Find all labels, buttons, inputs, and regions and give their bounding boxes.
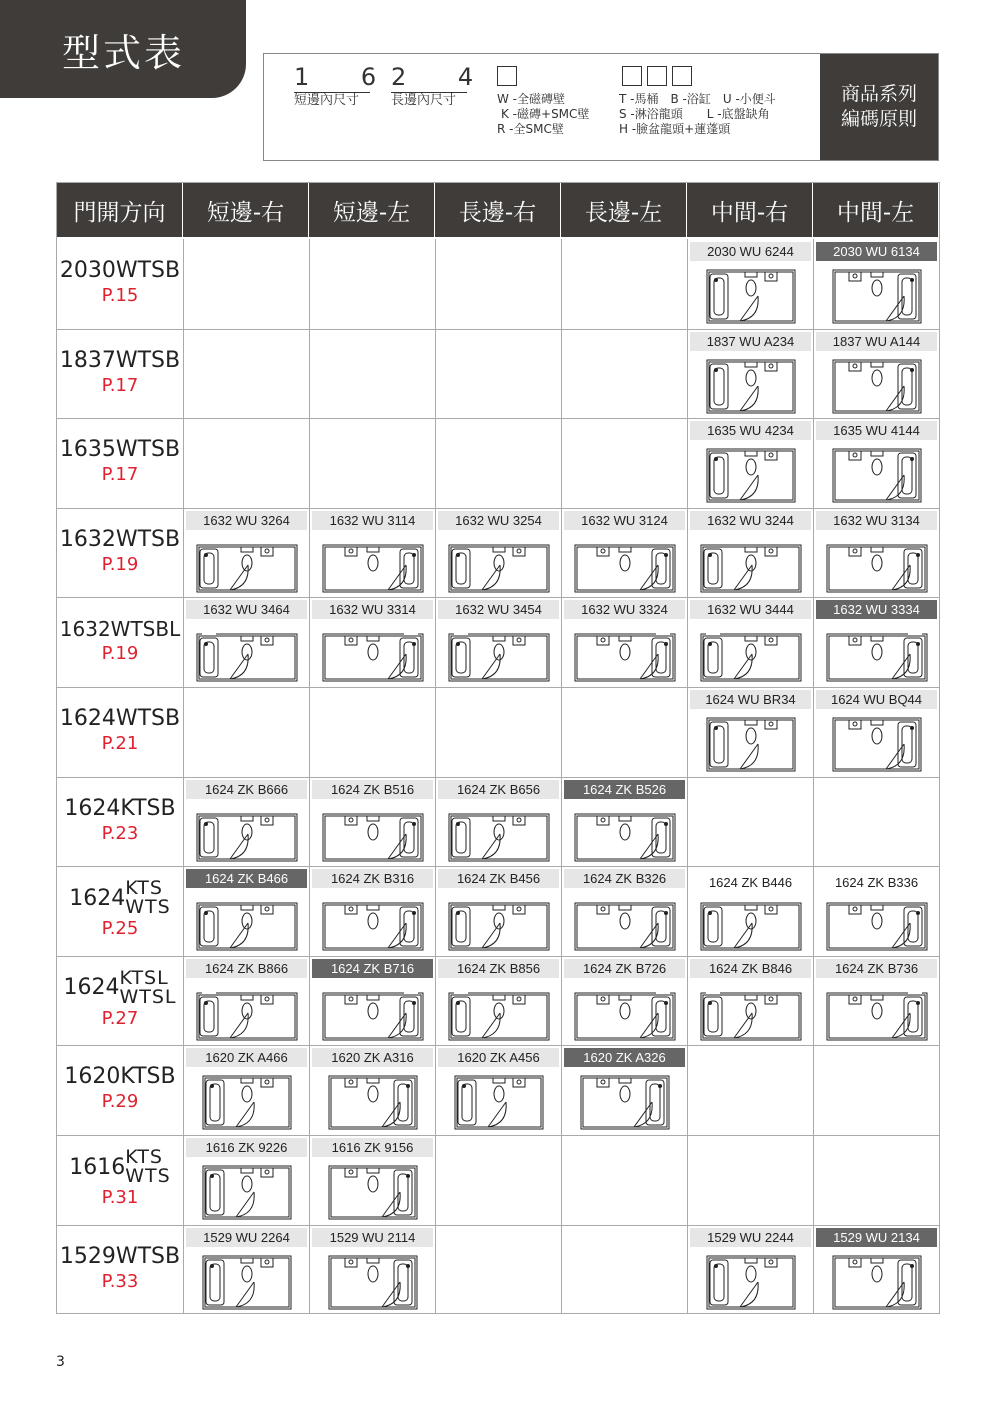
column-header: 長邊-左 (561, 183, 687, 237)
row-model-label (57, 239, 183, 327)
model-code-label: 2030 WU 6244 (690, 242, 811, 261)
row-model-label (57, 1135, 183, 1223)
layout-cell[interactable] (814, 240, 939, 329)
layout-cell[interactable] (814, 1226, 939, 1315)
column-header: 門開方向 (57, 183, 183, 237)
bathroom-floor-plan-icon (700, 899, 802, 951)
layout-cell[interactable] (688, 598, 813, 687)
row-model-label (57, 597, 183, 685)
bathroom-floor-plan-icon (832, 445, 922, 503)
page-reference: P.23 (101, 822, 139, 844)
page-reference: P.19 (101, 553, 139, 575)
model-code-label: 1624 ZK B456 (438, 869, 559, 888)
model-name: 1529WTSB (59, 1243, 181, 1269)
model-code-label: 1632 WU 3264 (186, 511, 307, 530)
layout-cell[interactable] (184, 509, 309, 598)
layout-cell[interactable] (184, 957, 309, 1046)
bathroom-floor-plan-icon (322, 989, 424, 1041)
page-reference: P.15 (101, 285, 139, 306)
model-code-label: 1620 ZK A326 (564, 1048, 685, 1067)
layout-cell[interactable] (436, 1046, 561, 1135)
model-code-label: 1529 WU 2114 (312, 1228, 433, 1247)
model-code-label: 1837 WU A234 (690, 332, 811, 351)
model-variant-bottom: WTSL (119, 985, 177, 1008)
bathroom-floor-plan-icon (448, 630, 550, 682)
bathroom-floor-plan-icon (826, 989, 928, 1041)
layout-cell[interactable] (310, 509, 435, 598)
bathroom-floor-plan-icon (832, 356, 922, 414)
column-header: 中間-左 (813, 183, 939, 237)
model-code-label: 1632 WU 3114 (312, 511, 433, 530)
model-code-label: 1624 ZK B326 (564, 869, 685, 888)
bathroom-floor-plan-icon (574, 989, 676, 1041)
bathroom-floor-plan-icon (454, 1072, 544, 1130)
layout-cell[interactable] (562, 867, 687, 956)
layout-cell[interactable] (688, 330, 813, 419)
model-code-label: 1620 ZK A466 (186, 1048, 307, 1067)
bathroom-floor-plan-icon (448, 899, 550, 951)
model-code-label: 1624 ZK B846 (690, 959, 811, 978)
model-variant-top: KTS (125, 877, 163, 900)
layout-cell[interactable] (184, 1136, 309, 1225)
page-reference: P.25 (101, 918, 139, 940)
bathroom-floor-plan-icon (574, 810, 676, 862)
bathroom-floor-plan-icon (700, 630, 802, 682)
layout-cell[interactable] (814, 509, 939, 598)
model-code-label: 1624 ZK B466 (186, 869, 307, 888)
layout-cell[interactable] (184, 778, 309, 867)
page-reference: P.27 (101, 1007, 139, 1029)
model-code-label: 1632 WU 3314 (312, 600, 433, 619)
row-model-label (57, 687, 183, 775)
fixture-options-line: H -臉盆龍頭+蓮蓬頭 (619, 122, 731, 136)
model-code-label: 1632 WU 3444 (690, 600, 811, 619)
fixture-group (619, 66, 776, 137)
layout-cell[interactable] (814, 419, 939, 508)
bathroom-floor-plan-icon (448, 810, 550, 862)
model-name (69, 1148, 170, 1186)
model-name: 1624WTSB (59, 706, 181, 731)
model-code-label: 1624 ZK B656 (438, 780, 559, 799)
model-code-label: 1616 ZK 9156 (312, 1138, 433, 1157)
page-reference: P.33 (101, 1270, 139, 1292)
layout-cell[interactable] (562, 1046, 687, 1135)
layout-cell[interactable] (310, 867, 435, 956)
model-name (69, 879, 170, 917)
bathroom-floor-plan-icon (700, 541, 802, 593)
layout-cell[interactable] (184, 598, 309, 687)
model-code-label: 1632 WU 3244 (690, 511, 811, 530)
model-code-label: 1624 ZK B666 (186, 780, 307, 799)
model-name (63, 966, 177, 1008)
layout-cell[interactable] (436, 778, 561, 867)
layout-cell[interactable] (436, 598, 561, 687)
fixture-options-line: S -淋浴龍頭 L -底盤缺角 (619, 107, 770, 121)
model-code-label: 1624 ZK B726 (564, 959, 685, 978)
bathroom-floor-plan-icon (832, 266, 922, 324)
row-model-label (57, 866, 183, 954)
model-prefix: 1624 (63, 975, 120, 1001)
model-name: 1837WTSB (59, 347, 181, 373)
model-code-label: 1624 ZK B866 (186, 959, 307, 978)
layout-cell[interactable] (814, 330, 939, 419)
layout-cell[interactable] (184, 867, 309, 956)
wall-option: K -磁磚+SMC壁 (501, 107, 590, 121)
page-reference: P.17 (101, 374, 139, 396)
short-digits: 1 6 (294, 63, 399, 91)
model-code-label: 1632 WU 3324 (564, 600, 685, 619)
model-prefix: 1616 (69, 1154, 126, 1180)
layout-cell[interactable] (814, 957, 939, 1046)
short-side-group (294, 64, 398, 108)
code-rule-box (263, 53, 939, 161)
model-variant-top: KTSL (119, 966, 169, 989)
fixture-code-box (647, 66, 667, 86)
model-code-label: 1624 WU BQ44 (816, 690, 937, 709)
fixture-options-line: T -馬桶 B -浴缸 U -小便斗 (619, 92, 776, 106)
model-code-label: 1624 ZK B336 (834, 875, 919, 891)
bathroom-floor-plan-icon (196, 630, 298, 682)
row-model-label (57, 777, 183, 865)
bathroom-floor-plan-icon (700, 989, 802, 1041)
code-rule-label-line: 編碼原則 (840, 108, 917, 130)
row-model-label (57, 956, 183, 1044)
page-reference: P.31 (101, 1187, 139, 1208)
model-name: 1632WTSB (59, 526, 181, 552)
layout-cell[interactable] (562, 598, 687, 687)
model-variants (125, 1148, 170, 1186)
layout-cell[interactable] (688, 509, 813, 598)
bathroom-floor-plan-icon (202, 1162, 292, 1220)
bathroom-floor-plan-icon (322, 541, 424, 593)
bathroom-floor-plan-icon (580, 1072, 670, 1130)
bathroom-floor-plan-icon (322, 630, 424, 682)
bathroom-floor-plan-icon (196, 810, 298, 862)
wall-code-box (497, 66, 517, 86)
bathroom-floor-plan-icon (196, 989, 298, 1041)
model-code-label: 1632 WU 3464 (186, 600, 307, 619)
model-code-label: 1620 ZK A316 (312, 1048, 433, 1067)
row-model-label (57, 329, 183, 417)
model-variants (125, 879, 170, 917)
bathroom-floor-plan-icon (826, 630, 928, 682)
bathroom-floor-plan-icon (202, 1072, 292, 1130)
short-side-label: 短邊內尺寸 (294, 93, 360, 108)
model-table (56, 182, 940, 1314)
layout-cell[interactable] (436, 957, 561, 1046)
bathroom-floor-plan-icon (322, 899, 424, 951)
model-code-label: 2030 WU 6134 (816, 242, 937, 261)
page-reference: P.17 (101, 464, 139, 486)
row-model-label (57, 508, 183, 596)
model-code-label: 1632 WU 3454 (438, 600, 559, 619)
long-side-group (391, 64, 495, 108)
model-code-label: 1837 WU A144 (816, 332, 937, 351)
column-header: 短邊-右 (183, 183, 309, 237)
model-code-label: 1632 WU 3134 (816, 511, 937, 530)
layout-cell[interactable] (814, 688, 939, 777)
layout-cell[interactable] (562, 778, 687, 867)
model-code-label: 1624 WU BR34 (690, 690, 811, 709)
title-tab (0, 0, 246, 98)
layout-cell[interactable] (310, 1046, 435, 1135)
model-code-label: 1529 WU 2134 (816, 1228, 937, 1247)
bathroom-floor-plan-icon (328, 1162, 418, 1220)
bathroom-floor-plan-icon (706, 714, 796, 772)
code-rule-label-line: 商品系列 (840, 83, 917, 105)
layout-cell[interactable] (184, 1046, 309, 1135)
layout-cell[interactable] (688, 688, 813, 777)
bathroom-floor-plan-icon (706, 356, 796, 414)
model-code-label: 1624 ZK B856 (438, 959, 559, 978)
layout-cell[interactable] (688, 1226, 813, 1315)
column-header: 中間-右 (687, 183, 813, 237)
model-variant-bottom: WTS (125, 896, 171, 919)
bathroom-floor-plan-icon (706, 1252, 796, 1310)
page-title: 型式表 (62, 31, 186, 75)
bathroom-floor-plan-icon (322, 810, 424, 862)
row-model-label (57, 1045, 183, 1133)
bathroom-floor-plan-icon (574, 630, 676, 682)
bathroom-floor-plan-icon (706, 266, 796, 324)
layout-cell[interactable] (436, 509, 561, 598)
model-code-label: 1624 ZK B446 (708, 875, 793, 891)
column-header: 長邊-右 (435, 183, 561, 237)
model-name: 1632WTSBL (59, 617, 181, 642)
page-number: 3 (56, 1354, 65, 1370)
layout-cell[interactable] (436, 867, 561, 956)
layout-cell[interactable] (310, 957, 435, 1046)
layout-cell[interactable] (814, 867, 939, 956)
model-name: 2030WTSB (59, 258, 181, 283)
bathroom-floor-plan-icon (328, 1072, 418, 1130)
layout-cell[interactable] (688, 957, 813, 1046)
layout-cell[interactable] (814, 598, 939, 687)
page-reference: P.29 (101, 1091, 139, 1113)
bathroom-floor-plan-icon (832, 714, 922, 772)
model-code-label: 1635 WU 4144 (816, 421, 937, 440)
model-code-label: 1632 WU 3254 (438, 511, 559, 530)
model-code-label: 1616 ZK 9226 (186, 1138, 307, 1157)
layout-cell[interactable] (688, 240, 813, 329)
bathroom-floor-plan-icon (574, 899, 676, 951)
fixture-code-box (622, 66, 642, 86)
model-code-label: 1624 ZK B526 (564, 780, 685, 799)
model-code-label: 1529 WU 2264 (186, 1228, 307, 1247)
model-code-label: 1620 ZK A456 (438, 1048, 559, 1067)
layout-cell[interactable] (310, 598, 435, 687)
wall-option: R -全SMC壁 (497, 122, 564, 136)
layout-cell[interactable] (688, 867, 813, 956)
page-reference: P.21 (101, 733, 139, 754)
long-digits: 2 4 (391, 63, 496, 91)
long-side-label: 長邊內尺寸 (391, 93, 457, 108)
layout-cell[interactable] (310, 778, 435, 867)
model-name: 1635WTSB (59, 437, 181, 463)
row-model-label (57, 1225, 183, 1313)
model-name: 1624KTSB (64, 795, 176, 821)
bathroom-floor-plan-icon (196, 541, 298, 593)
model-name: 1620KTSB (64, 1064, 176, 1090)
fixture-code-box (672, 66, 692, 86)
bathroom-floor-plan-icon (574, 541, 676, 593)
layout-cell[interactable] (310, 1226, 435, 1315)
column-header: 短邊-左 (309, 183, 435, 237)
bathroom-floor-plan-icon (448, 989, 550, 1041)
model-code-label: 1632 WU 3124 (564, 511, 685, 530)
model-code-label: 1635 WU 4234 (690, 421, 811, 440)
wall-group (497, 66, 589, 137)
row-model-label (57, 418, 183, 506)
code-rule-label (820, 54, 938, 160)
model-code-label: 1624 ZK B516 (312, 780, 433, 799)
model-code-label: 1632 WU 3334 (816, 600, 937, 619)
bathroom-floor-plan-icon (832, 1252, 922, 1310)
layout-cell[interactable] (688, 419, 813, 508)
wall-option: W -全磁磚壁 (497, 92, 566, 106)
model-code-label: 1624 ZK B716 (312, 959, 433, 978)
model-variant-top: KTS (125, 1146, 163, 1168)
model-prefix: 1624 (69, 885, 126, 911)
layout-cell[interactable] (562, 509, 687, 598)
model-code-label: 1624 ZK B736 (816, 959, 937, 978)
bathroom-floor-plan-icon (706, 445, 796, 503)
page-reference: P.19 (101, 643, 139, 665)
layout-cell[interactable] (184, 1226, 309, 1315)
bathroom-floor-plan-icon (328, 1252, 418, 1310)
bathroom-floor-plan-icon (196, 899, 298, 951)
model-code-label: 1624 ZK B316 (312, 869, 433, 888)
bathroom-floor-plan-icon (826, 541, 928, 593)
layout-cell[interactable] (562, 957, 687, 1046)
bathroom-floor-plan-icon (448, 541, 550, 593)
model-variants (119, 966, 177, 1008)
layout-cell[interactable] (310, 1136, 435, 1225)
bathroom-floor-plan-icon (826, 899, 928, 951)
model-code-label: 1529 WU 2244 (690, 1228, 811, 1247)
bathroom-floor-plan-icon (202, 1252, 292, 1310)
model-variant-bottom: WTS (125, 1165, 171, 1187)
